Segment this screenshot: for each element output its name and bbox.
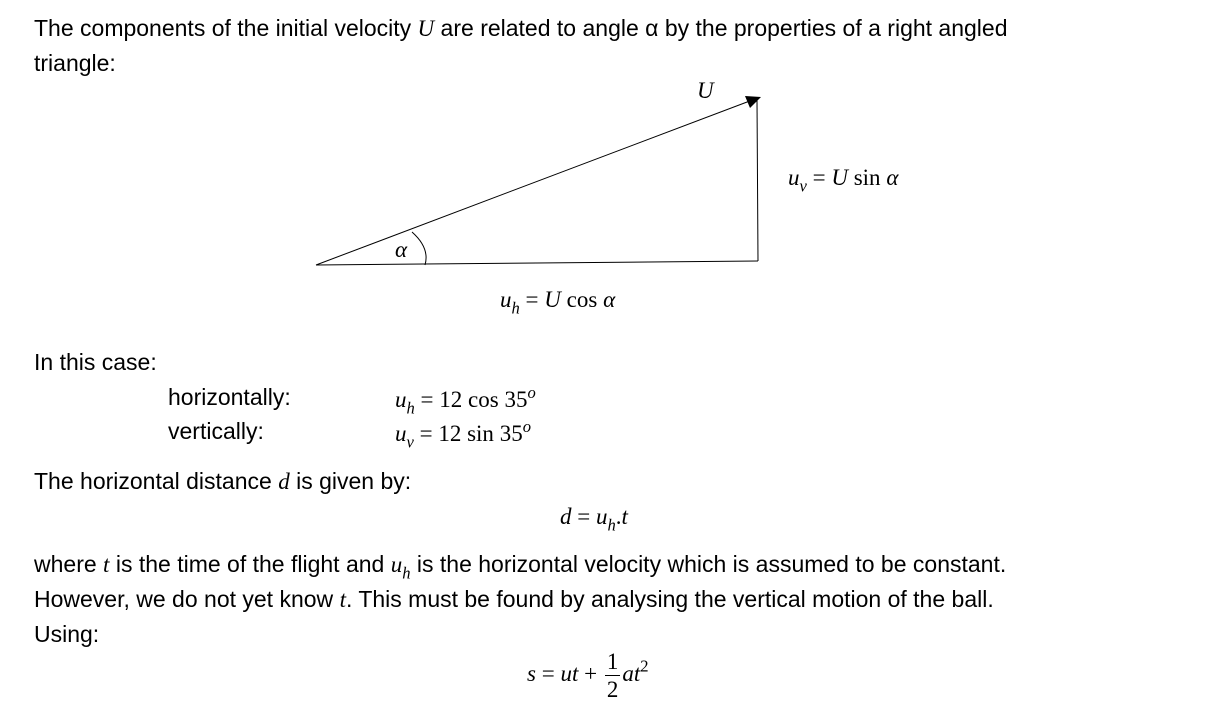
symbol-d: d xyxy=(278,469,290,494)
symbol-U: U xyxy=(417,16,435,41)
case-heading: In this case: xyxy=(34,349,157,375)
base-line xyxy=(316,261,758,265)
diagram-label-U: U xyxy=(697,78,714,103)
diagram-label-alpha: α xyxy=(395,237,408,262)
intro-text-before: The components of the initial velocity xyxy=(34,15,418,41)
distance-equation: $d = u_h.t$ xyxy=(560,504,628,535)
intro-text-after: are related to angle α by the properties of a right angled xyxy=(434,15,1008,41)
vertical-side-line xyxy=(757,100,758,261)
fraction-one-half: $\frac{1}{2}$ xyxy=(606,649,619,702)
horizontal-label: horizontally: xyxy=(168,384,291,410)
vertical-label: vertically: xyxy=(168,418,264,444)
uv-equation-label: $u_v = U$ sin α xyxy=(788,165,899,196)
equation-uv-numeric: $u_v = 12$ sin 35$^o$ xyxy=(395,417,531,452)
equation-uh-numeric: $u_h = 12$ cos 35$^o$ xyxy=(395,383,536,418)
explanation-line-3: Using: xyxy=(34,621,100,647)
hypotenuse-line xyxy=(316,99,755,265)
explanation-line-2: However, we do not yet know t. This must be found by analysing the vertical motion of the ball. xyxy=(34,586,994,612)
suvat-equation: s = ut + $\frac{1}{2}$ $at^2$ xyxy=(527,649,649,702)
angle-arc xyxy=(412,232,426,265)
uh-equation-label: $u_h = U$ cos α xyxy=(500,287,616,318)
explanation-line-1: where t is the time of the flight and $u_h$ is the horizontal velocity which is assumed to be constant. xyxy=(34,551,1007,583)
intro-line-2: triangle: xyxy=(34,50,116,76)
distance-line: The horizontal distance d is given by: xyxy=(34,468,412,494)
